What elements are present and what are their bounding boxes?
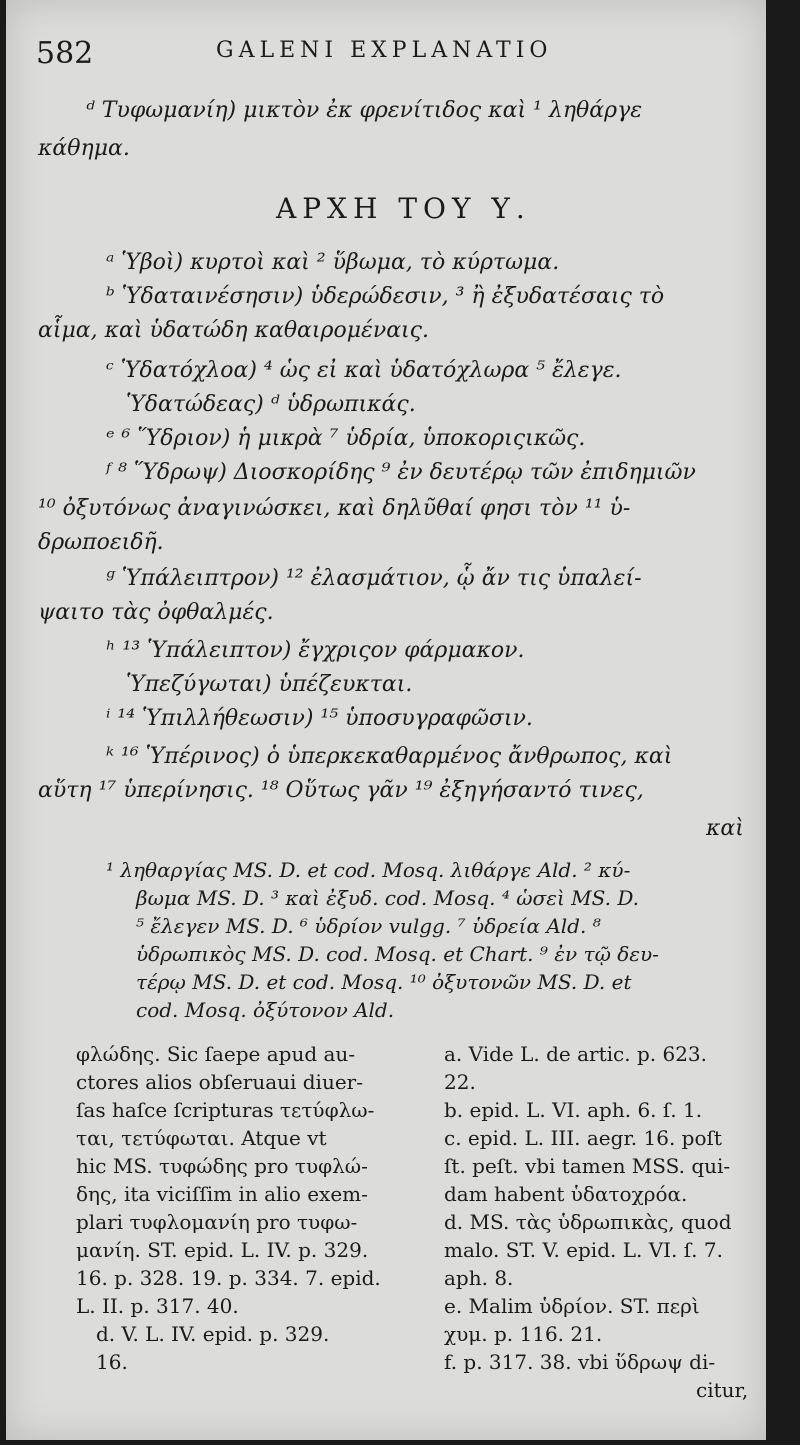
commentary-left: φλώδης. Sic ſaepe apud au- [76, 1042, 356, 1066]
entry-line: Ὑπεζύγωται) ὑπέζευκται. [126, 672, 413, 697]
entry-line: ⁱ ¹⁴ Ὑπιλλήθεωσιν) ¹⁵ ὑποσυγραφῶσιν. [106, 706, 533, 731]
book-page [6, 0, 766, 1440]
commentary-left: L. II. p. 317. 40. [76, 1294, 239, 1318]
commentary-right: dam habent ὑδατοχρόα. [444, 1182, 688, 1206]
top-entry-line2: κάθημα. [38, 136, 130, 161]
entry-line: ψαιτο τὰς ὀφθαλμές. [38, 600, 274, 625]
commentary-left: plari τυφλομανίη pro τυφω- [76, 1210, 358, 1234]
entry-line: ᶠ ⁸ Ὕδρωψ) Διοσκορίδης ⁹ ἐν δευτέρῳ τῶν ἐπιδημιῶν [106, 460, 696, 485]
entry-line: Ὑδατώδεας) ᵈ ὑδρωπικάς. [126, 392, 416, 417]
commentary-right: χυμ. p. 116. 21. [444, 1322, 603, 1346]
entry-line: ᵏ ¹⁶ Ὑπέρινος) ὁ ὑπερκεκαθαρμένος ἄνθρωπος, καὶ [106, 744, 673, 769]
running-title: GALENI EXPLANATIO [216, 38, 553, 63]
footnote-line: ⁵ ἔλεγεν MS. D. ⁶ ὑδρίον vulgg. ⁷ ὑδρεία Ald. ⁸ [136, 914, 601, 938]
entry-line: αἷμα, καὶ ὑδατώδη καθαιρομέναις. [38, 318, 429, 343]
commentary-right: b. epid. L. VI. aph. 6. ſ. 1. [444, 1098, 703, 1122]
entry-line: ʰ ¹³ Ὑπάλειπτον) ἔγχριςον φάρμακον. [106, 638, 525, 663]
commentary-right: c. epid. L. III. aegr. 16. poſt [444, 1126, 722, 1150]
entry-line: ᵉ ⁶ Ὕδριον) ἡ μικρὰ ⁷ ὑδρία, ὑποκοριςικῶς. [106, 426, 586, 451]
commentary-right: e. Malim ὑδρίον. ST. περὶ [444, 1294, 700, 1318]
entry-line: ᵍ Ὑπάλειπτρον) ¹² ἐλασμάτιον, ᾧ ἄν τις ὑπαλεί- [106, 566, 642, 591]
section-heading: ΑΡΧΗ ΤΟΥ Υ. [276, 192, 531, 225]
commentary-right: aph. 8. [444, 1266, 514, 1290]
entry-line: ᶜ Ὑδατόχλοα) ⁴ ὡς εἰ καὶ ὑδατόχλωρα ⁵ ἔλεγε. [106, 358, 622, 383]
commentary-left: ſas haſce ſcripturas τετύφλω- [76, 1098, 375, 1122]
commentary-right: d. MS. τὰς ὑδρωπικὰς, quod [444, 1210, 732, 1234]
commentary-right: malo. ST. V. epid. L. VI. ſ. 7. [444, 1238, 723, 1262]
commentary-left: 16. [96, 1350, 128, 1374]
commentary-right: ſt. peſt. vbi tamen MSS. qui- [444, 1154, 731, 1178]
commentary-right: 22. [444, 1070, 476, 1094]
commentary-left: ται, τετύφωται. Atque vt [76, 1126, 327, 1150]
entry-line: ᵃ Ὑβοὶ) κυρτοὶ καὶ ² ὕβωμα, τὸ κύρτωμα. [106, 250, 560, 275]
commentary-left: 16. p. 328. 19. p. 334. 7. epid. [76, 1266, 381, 1290]
footnote-line: τέρῳ MS. D. et cod. Mosq. ¹⁰ ὀξυτονῶν MS. D. et [136, 970, 632, 994]
footnote-line: βωμα MS. D. ³ καὶ ἐξυδ. cod. Mosq. ⁴ ὡσεὶ MS. D. [136, 886, 639, 910]
entry-line: αὕτη ¹⁷ ὑπερίνησις. ¹⁸ Οὕτως γᾶν ¹⁹ ἐξηγήσαντό τινες, [38, 778, 644, 803]
commentary-left: ctores alios obſeruaui diuer- [76, 1070, 363, 1094]
commentary-left: hic MS. τυφώδης pro τυφλώ- [76, 1154, 368, 1178]
commentary-right: citur, [696, 1378, 749, 1402]
catchword: καὶ [706, 816, 744, 841]
footnote-line: ¹ ληθαργίας MS. D. et cod. Mosq. λιθάργε Ald. ² κύ- [106, 858, 631, 882]
commentary-left: d. V. L. IV. epid. p. 329. [96, 1322, 330, 1346]
commentary-left: δης, ita viciſſim in alio exem- [76, 1182, 368, 1206]
commentary-right: a. Vide L. de artic. p. 623. [444, 1042, 707, 1066]
commentary-left: μανίη. ST. epid. L. IV. p. 329. [76, 1238, 369, 1262]
footnote-line: cod. Mosq. ὀξύτονον Ald. [136, 998, 395, 1022]
footnote-line: ὑδρωπικὸς MS. D. cod. Mosq. et Chart. ⁹ ἐν τῷ δευ- [136, 942, 659, 966]
top-entry-line1: ᵈ Τυφωμανίη) μικτὸν ἐκ φρενίτιδος καὶ ¹ ληθάργε [86, 98, 643, 123]
commentary-right: f. p. 317. 38. vbi ὕδρωψ di- [444, 1350, 716, 1374]
entry-line: δρωποειδῆ. [38, 530, 164, 555]
entry-line: ¹⁰ ὀξυτόνως ἀναγινώσκει, καὶ δηλῦθαί φησι τὸν ¹¹ ὑ- [38, 496, 631, 521]
entry-line: ᵇ Ὑδαταινέσησιν) ὑδερώδεσιν, ³ ἢ ἐξυδατέσαις τὸ [106, 284, 665, 309]
page-number: 582 [36, 36, 94, 71]
